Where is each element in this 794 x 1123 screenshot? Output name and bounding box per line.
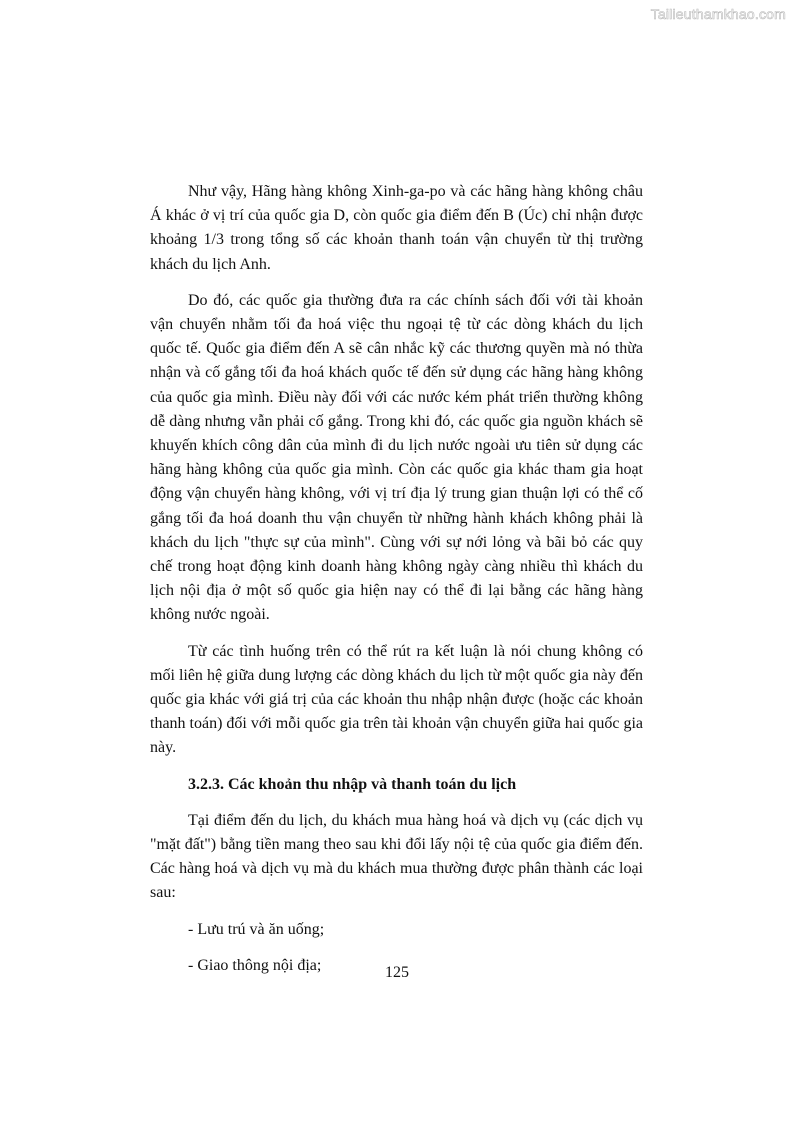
watermark-text: Tailieuthamkhao.com [650,6,786,22]
paragraph: Như vậy, Hãng hàng không Xinh-ga-po và các hãng hàng không châu Á khác ở vị trí của quốc gia D, còn quốc gia điểm đến B (Úc) chỉ nhận được khoảng 1/3 trong tổng số các khoản thanh toán vận chuyển từ thị trường khách du lịch Anh. [150,183,643,273]
paragraph: Tại điểm đến du lịch, du khách mua hàng hoá và dịch vụ (các dịch vụ "mặt đất") bằng tiền mang theo sau khi đổi lấy nội tệ của quốc gia điểm đến. Các hàng hoá và dịch vụ mà du khách mua thường được phân thành các loại sau: [150,811,643,902]
list-item: - Lưu trú và ăn uống; [188,920,325,938]
paragraph: Do đó, các quốc gia thường đưa ra các chính sách đối với tài khoản vận chuyển nhằm tối đa hoá việc thu ngoại tệ từ các dòng khách du lịch quốc tế. Quốc gia điểm đến A sẽ cân nhắc kỹ các thương quyền mà nó thừa nhận và cố gắng tối đa hoá khách quốc tế đến sử dụng các hãng hàng không của quốc gia mình. Điều này đối với các nước kém phát triển thường không dễ dàng nhưng vẫn phải cố gắng. Trong khi đó, các quốc gia nguồn khách sẽ khuyến khích công dân của mình đi du lịch nước ngoài ưu tiên sử dụng các hãng hàng không của quốc gia mình. Còn các quốc gia khác tham gia hoạt động vận chuyển hàng không, với vị trí địa lý trung gian thuận lợi có thể cố gắng tối đa hoá doanh thu vận chuyển từ những hành khách không phải là khách du lịch "thực sự của mình". Cùng với sự nới lỏng và bãi bỏ các quy chế trong hoạt động kinh doanh hàng không ngày càng nhiều thì khách du lịch nội địa ở một số quốc gia hiện nay có thể đi lại bằng các hãng hàng không nước ngoài. [150,291,643,624]
page-body [150,180,643,990]
page-number: 125 [385,964,409,981]
paragraph: Từ các tình huống trên có thể rút ra kết luận là nói chung không có mối liên hệ giữa dung lượng các dòng khách du lịch từ một quốc gia này đến quốc gia khác với giá trị của các khoản thu nhập nhận được (hoặc các khoản thanh toán) đối với mỗi quốc gia trên tài khoản vận chuyển giữa hai quốc gia này. [150,642,643,757]
list-item: - Giao thông nội địa; [188,956,322,974]
section-heading: 3.2.3. Các khoản thu nhập và thanh toán du lịch [188,775,517,793]
